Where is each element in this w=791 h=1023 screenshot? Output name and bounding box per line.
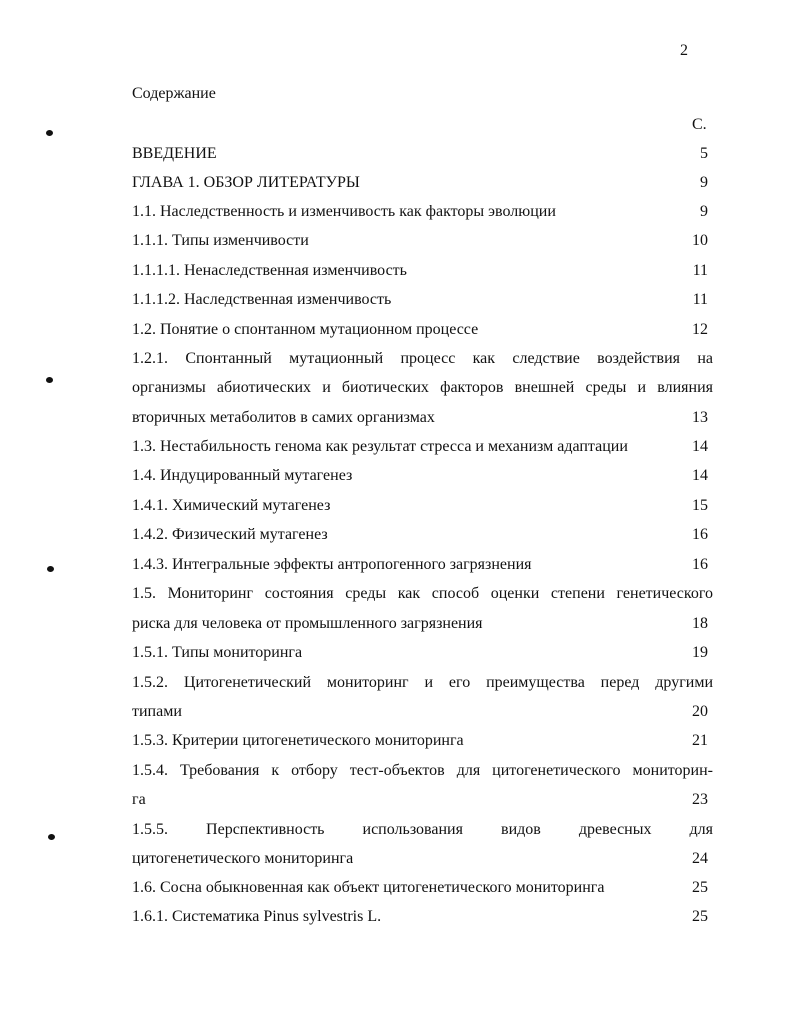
- toc-entry-page: 16: [692, 556, 708, 573]
- toc-entry-title: цитогенетического мониторинга: [132, 850, 354, 867]
- toc-entry-title: 1.5.1. Типы мониторинга: [132, 644, 303, 661]
- toc-entry-page: 14: [692, 467, 708, 484]
- toc-entry-page: 12: [692, 321, 708, 338]
- toc-entry-page: 5: [700, 145, 708, 162]
- toc-entry-page: 25: [692, 879, 708, 896]
- toc-entry-title: 1.4.3. Интегральные эффекты антропогенного загрязнения: [132, 556, 532, 573]
- toc-entry-title: 1.1.1. Типы изменчивости: [132, 232, 309, 249]
- toc-entry: [132, 643, 708, 663]
- toc-entry-title: 1.2. Понятие о спонтанном мутационном процессе: [132, 321, 479, 338]
- page-number: 2: [680, 42, 688, 59]
- toc-entry-line: 1.5.4. Требования к отбору тест-объектов для цитогенетического мониторин-: [132, 762, 713, 779]
- toc-entry-line: 1.5.2. Цитогенетический мониторинг и его преимущества перед другими: [132, 674, 713, 691]
- toc-entry-title: риска для человека от промышленного загрязнения: [132, 615, 483, 632]
- toc-entry-title: 1.1.1.2. Наследственная изменчивость: [132, 291, 392, 308]
- toc-entry-page: 14: [692, 438, 708, 455]
- toc-entry-page: 15: [692, 497, 708, 514]
- toc-entry: [132, 173, 708, 193]
- toc-entry-title: ВВЕДЕНИЕ: [132, 145, 217, 162]
- toc-entry: [132, 437, 708, 457]
- toc-entry-page: 20: [692, 703, 708, 720]
- toc-entry-page: 9: [700, 203, 708, 220]
- toc-entry-title: 1.5.3. Критерии цитогенетического мониторинга: [132, 732, 464, 749]
- toc-entry: [132, 555, 708, 575]
- toc-entry: [132, 261, 708, 281]
- toc-entry: [132, 231, 708, 251]
- toc-entry: [132, 144, 708, 164]
- toc-entry: [132, 907, 708, 927]
- toc-entry-title: 1.3. Нестабильность генома как результат стресса и механизм адаптации: [132, 438, 628, 455]
- toc-entry-line: 1.5.5. Перспективность использования видов древесных для: [132, 821, 713, 838]
- toc-entry-page: 18: [692, 615, 708, 632]
- toc-entry-title: вторичных метаболитов в самих организмах: [132, 409, 435, 426]
- toc-entry-page: 9: [700, 174, 708, 191]
- toc-entry-title: 1.1.1.1. Ненаследственная изменчивость: [132, 262, 407, 279]
- toc-entry: [132, 525, 708, 545]
- toc-entry: [132, 731, 708, 751]
- toc-entry-page: 11: [692, 262, 708, 279]
- toc-entry: [132, 466, 708, 486]
- toc-entry-line: 1.2.1. Спонтанный мутационный процесс как следствие воздействия на: [132, 350, 713, 367]
- toc-entry: [132, 614, 708, 634]
- toc-entry: [132, 496, 708, 516]
- toc-entry-title: 1.4.1. Химический мутагенез: [132, 497, 331, 514]
- toc-entry: [132, 790, 708, 810]
- toc-entry-page: 23: [692, 791, 708, 808]
- contents-heading: Содержание: [132, 85, 216, 102]
- toc-entry-title: 1.1. Наследственность и изменчивость как факторы эволюции: [132, 203, 556, 220]
- toc-entry: [132, 849, 708, 869]
- toc-entry-page: 13: [692, 409, 708, 426]
- toc-entry-title: 1.4.2. Физический мутагенез: [132, 526, 328, 543]
- toc-entry-page: 24: [692, 850, 708, 867]
- toc-entry-title: га: [132, 791, 146, 808]
- toc-entry-page: 10: [692, 232, 708, 249]
- toc-entry-title: 1.6.1. Систематика Pinus sylvestris L.: [132, 908, 382, 925]
- toc-entry-page: 11: [692, 291, 708, 308]
- toc-entry-title: 1.6. Сосна обыкновенная как объект цитогенетического мониторинга: [132, 879, 605, 896]
- toc-entry: [132, 878, 708, 898]
- toc-entry: [132, 290, 708, 310]
- toc-entry-title: 1.4. Индуцированный мутагенез: [132, 467, 353, 484]
- toc-entry: [132, 320, 708, 340]
- toc-entry-page: 25: [692, 908, 708, 925]
- toc-entry: [132, 702, 708, 722]
- toc-entry-title: ГЛАВА 1. ОБЗОР ЛИТЕРАТУРЫ: [132, 174, 360, 191]
- toc-entry-page: 21: [692, 732, 708, 749]
- toc-entry-page: 19: [692, 644, 708, 661]
- toc-entry: [132, 408, 708, 428]
- toc-entry-line: организмы абиотических и биотических факторов внешней среды и влияния: [132, 379, 713, 396]
- toc-entry-page: 16: [692, 526, 708, 543]
- toc-entry-line: 1.5. Мониторинг состояния среды как способ оценки степени генетического: [132, 585, 713, 602]
- page-column-label: С.: [692, 116, 707, 133]
- toc-entry-title: типами: [132, 703, 182, 720]
- toc-entry: [132, 202, 708, 222]
